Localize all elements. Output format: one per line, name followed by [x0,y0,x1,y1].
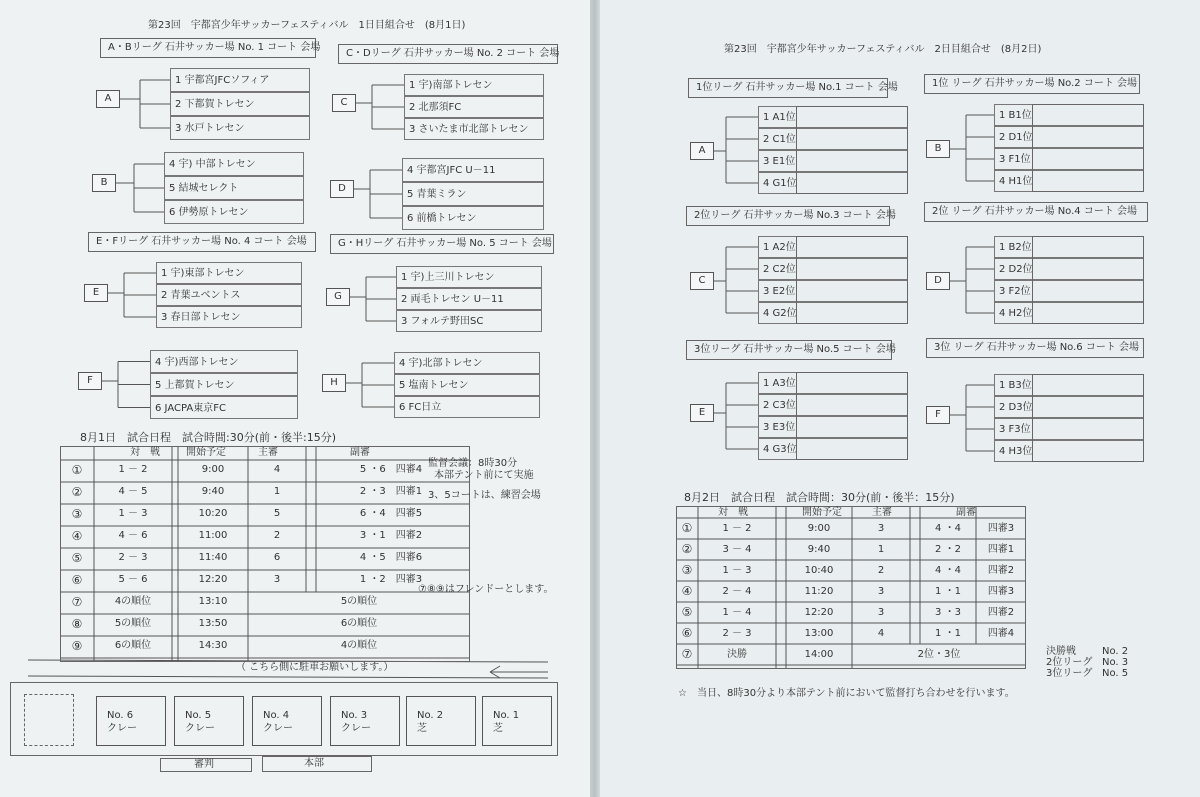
day1-row-3-ref: 5 [273,508,281,519]
team-slot-d2-C-4: 4 G2位 [758,302,908,324]
team-slot-d2-D-4: 4 H2位 [994,302,1144,324]
group-label-D: D [330,180,354,198]
day2-row-4-ref: 3 [877,586,885,597]
venue-d2-label-6: 3位 リーグ 石井サッカー場 No.6 コート 会場 [934,342,1140,353]
day2-row-2-start: 9:40 [807,544,831,555]
team-slot-d2-F-4: 4 H3位 [994,440,1144,462]
team-slot-d1-C-3: 3 さいたま市北部トレセン [404,118,544,140]
team-slot-d2-E-3: 3 E3位 [758,416,908,438]
venue-ab-label: A・Bリーグ 石井サッカー場 No. 1 コート 会場 [108,42,321,53]
team-slot-d1-G-3: 3 フォルテ野田SC [396,310,542,332]
team-slot-d1-E-3: 3 春日部トレセン [156,306,302,328]
parking-note: （ こちら側に駐車お願いします。） [236,662,394,673]
team-slot-d1-H-2: 5 塩南トレセン [394,374,540,396]
team-slot-d2-F-1: 1 B3位 [994,374,1144,396]
group-label-D: D [926,272,950,290]
day1-row-1-no: ① [71,463,83,477]
day1-row-4-ref: 2 [273,530,281,541]
team-slot-d2-B-4: 4 H1位 [994,170,1144,192]
day1-row-7-match: 4の順位 [114,596,152,607]
court-surface: クレー [263,723,293,734]
result-area-B [1032,104,1144,192]
day2-row-5-asst: 3 ・3 [935,607,961,618]
court-4 [330,696,400,746]
day1-row-5-asst: 4 ・5 四審6 [359,552,423,563]
day2-header-match: 対 戦 [718,507,748,518]
day1-row-4-match: 4 － 6 [118,530,148,541]
day1-row-9-no: ⑨ [71,639,83,653]
team-slot-d1-D-2: 5 青葉ミラン [402,182,544,206]
team-slot-d1-A-1: 1 宇都宮JFCソフィア [170,68,310,92]
day1-row-1-match: 1 － 2 [118,464,148,475]
court-2 [174,696,244,746]
day1-row-2-match: 4 － 5 [118,486,148,497]
day2-row-3-asst: 4 ・4 [935,565,961,576]
day1-row-2-ref: 1 [273,486,281,497]
day2-row-4-fourth: 四審3 [987,586,1015,597]
court-number: No. 5 [185,710,212,721]
day1-row-6-no: ⑥ [71,573,83,587]
group-label-B: B [92,174,116,192]
court-number: No. 4 [263,710,290,721]
finals-court-1: No. 2 [1102,646,1129,657]
day1-header-asst: 副審 [350,447,370,458]
day2-row-2-match: 3 － 4 [722,544,752,555]
day1-row-7-no: ⑦ [71,595,83,609]
day1-row-8-match: 5の順位 [114,618,152,629]
team-slot-d2-A-3: 3 E1位 [758,150,908,172]
result-area-A [796,106,908,194]
day1-row-8-no: ⑧ [71,617,83,631]
day2-row-3-no: ③ [681,563,693,577]
venue-gh-label: G・Hリーグ 石井サッカー場 No. 5 コート 会場 [338,238,552,249]
team-slot-d2-A-4: 4 G1位 [758,172,908,194]
day2-row-6-match: 2 － 3 [722,628,752,639]
day2-row-3-fourth: 四審2 [987,565,1015,576]
team-slot-d2-A-2: 2 C1位 [758,128,908,150]
team-slot-d1-A-2: 2 下都賀トレセン [170,92,310,116]
day1-row-9-match: 6の順位 [114,640,152,651]
finals-label-2: 2位リーグ [1046,657,1093,668]
arrow-head [490,666,500,672]
day1-schedule-title: 8月1日 試合日程 試合時間:30分(前・後半:15分) [80,431,336,444]
day2-footnote: ☆ 当日、8時30分より本部テント前において監督打ち合わせを行います。 [678,688,1015,699]
court-number: No. 2 [417,710,444,721]
day1-row-4-asst: 3 ・1 四審2 [359,530,423,541]
venue-d2-label-2: 1位 リーグ 石井サッカー場 No.2 コート 会場 [932,78,1138,89]
team-slot-d1-B-3: 6 伊勢原トレセン [164,200,304,224]
group-label-F: F [78,372,102,390]
team-slot-d2-B-2: 2 D1位 [994,126,1144,148]
extra-court [24,694,74,746]
day2-row-1-fourth: 四審3 [987,523,1015,534]
day1-row-3-asst: 6 ・4 四審5 [359,508,423,519]
day2-row-3-match: 1 － 3 [722,565,752,576]
team-slot-d1-G-2: 2 両毛トレセン U－11 [396,288,542,310]
page-fold [590,0,600,797]
day2-row-3-start: 10:40 [804,565,834,576]
court-surface: クレー [107,723,137,734]
day1-row-8-rank: 6の順位 [340,618,378,629]
result-area-E [796,372,908,460]
group-label-B: B [926,140,950,158]
finals-label-1: 決勝戦 [1046,646,1076,657]
venue-d2-label-4: 2位 リーグ 石井サッカー場 No.4 コート 会場 [932,206,1138,217]
result-area-D [1032,236,1144,324]
team-slot-d1-G-1: 1 宇)上三川トレセン [396,266,542,288]
venue-cd-label: C・Dリーグ 石井サッカー場 No. 2 コート 会場 [346,48,560,59]
court-5 [406,696,476,746]
day2-header-ref: 主審 [872,507,892,518]
team-slot-d1-D-1: 4 宇都宮JFC U－11 [402,158,544,182]
team-slot-d2-B-3: 3 F1位 [994,148,1144,170]
result-area-F [1032,374,1144,462]
court-surface: クレー [185,723,215,734]
team-slot-d1-E-2: 2 青葉ユベントス [156,284,302,306]
hq-label: 本部 [304,758,324,769]
group-label-F: F [926,406,950,424]
day1-row-5-no: ⑤ [71,551,83,565]
day1-title: 第23回 宇都宮少年サッカーフェスティバル 1日目組合せ (8月1日) [148,20,466,31]
team-slot-d1-C-1: 1 宇)南部トレセン [404,74,544,96]
day2-row-2-fourth: 四審1 [987,544,1015,555]
group-label-G: G [326,288,350,306]
group-label-A: A [96,90,120,108]
result-area-C [796,236,908,324]
day2-row-7-no: ⑦ [681,647,693,661]
venue-d2-label-1: 1位リーグ 石井サッカー場 No.1 コート 会場 [696,82,898,93]
group-label-A: A [690,142,714,160]
group-label-H: H [322,374,346,392]
day2-row-1-start: 9:00 [807,523,831,534]
day1-row-5-ref: 6 [273,552,281,563]
road-line [28,676,548,678]
day2-sheet [600,0,1200,797]
day2-row-5-start: 12:20 [804,607,834,618]
group-label-C: C [690,272,714,290]
court-number: No. 6 [107,710,134,721]
day1-note-1: 監督会議：8時30分 [428,458,518,469]
day1-row-7-rank: 5の順位 [340,596,378,607]
team-slot-d2-F-3: 3 F3位 [994,418,1144,440]
day1-header-start: 開始予定 [186,447,226,458]
court-surface: 芝 [417,723,427,734]
day1-row-4-no: ④ [71,529,83,543]
team-slot-d1-H-3: 6 FC日立 [394,396,540,418]
day1-note-3: 3、5コートは、練習会場 [428,490,541,501]
day1-row-6-match: 5 － 6 [118,574,148,585]
team-slot-d2-C-1: 1 A2位 [758,236,908,258]
day2-row-7-rank: 2位・3位 [917,649,961,660]
court-surface: クレー [341,723,371,734]
team-slot-d2-A-1: 1 A1位 [758,106,908,128]
day2-row-2-no: ② [681,542,693,556]
team-slot-d2-B-1: 1 B1位 [994,104,1144,126]
day2-row-2-asst: 2 ・2 [935,544,961,555]
day2-row-6-fourth: 四審4 [987,628,1015,639]
day2-header-asst: 副審 [956,507,976,518]
day2-row-4-start: 11:20 [804,586,834,597]
day1-row-3-start: 10:20 [198,508,228,519]
team-slot-d1-A-3: 3 水戸トレセン [170,116,310,140]
team-slot-d1-B-1: 4 宇) 中部トレセン [164,152,304,176]
day1-row-2-asst: 2 ・3 四審1 [359,486,423,497]
day2-row-1-ref: 3 [877,523,885,534]
team-slot-d1-D-3: 6 前橋トレセン [402,206,544,230]
day2-row-6-asst: 1 ・1 [935,628,961,639]
venue-ef-label: E・Fリーグ 石井サッカー場 No. 4 コート 会場 [96,236,307,247]
day1-header-match: 対 戦 [130,447,160,458]
day2-row-4-asst: 1 ・1 [935,586,961,597]
group-label-E: E [84,284,108,302]
team-slot-d1-F-1: 4 宇)西部トレセン [150,350,298,373]
day1-row-3-match: 1 － 3 [118,508,148,519]
day2-title: 第23回 宇都宮少年サッカーフェスティバル 2日目組合せ (8月2日) [724,44,1042,55]
court-1 [96,696,166,746]
arrow-head [490,672,500,678]
day2-row-5-fourth: 四審2 [987,607,1015,618]
referee-label: 審判 [194,759,214,770]
day1-row-1-asst: 5 ・6 四審4 [359,464,423,475]
court-number: No. 1 [493,710,520,721]
day2-row-6-start: 13:00 [804,628,834,639]
day1-sheet [0,0,590,797]
team-slot-d2-E-4: 4 G3位 [758,438,908,460]
day2-row-1-no: ① [681,521,693,535]
day2-row-6-ref: 4 [877,628,885,639]
day2-row-1-match: 1 － 2 [722,523,752,534]
day1-row-7-start: 13:10 [198,596,228,607]
day2-header-start: 開始予定 [802,507,842,518]
day1-row-9-rank: 4の順位 [340,640,378,651]
team-slot-d1-B-2: 5 結城セレクト [164,176,304,200]
group-label-E: E [690,404,714,422]
day1-row-9-start: 14:30 [198,640,228,651]
day1-row-3-no: ③ [71,507,83,521]
day1-row-6-ref: 3 [273,574,281,585]
day2-row-4-no: ④ [681,584,693,598]
team-slot-d2-F-2: 2 D3位 [994,396,1144,418]
day2-row-1-asst: 4 ・4 [935,523,961,534]
finals-label-3: 3位リーグ [1046,668,1093,679]
team-slot-d1-H-1: 4 宇)北部トレセン [394,352,540,374]
team-slot-d2-E-1: 1 A3位 [758,372,908,394]
day1-note-2: 本部テント前にて実施 [434,470,534,481]
day1-row-5-match: 2 － 3 [118,552,148,563]
day2-row-2-ref: 1 [877,544,885,555]
team-slot-d2-C-2: 2 C2位 [758,258,908,280]
team-slot-d1-E-1: 1 宇)東部トレセン [156,262,302,284]
day2-row-5-match: 1 － 4 [722,607,752,618]
day1-row-1-ref: 4 [273,464,281,475]
group-label-C: C [332,94,356,112]
day1-row-8-start: 13:50 [198,618,228,629]
day2-row-4-match: 2 － 4 [722,586,752,597]
day1-row-4-start: 11:00 [198,530,228,541]
day1-header-ref: 主審 [258,447,278,458]
day2-row-6-no: ⑥ [681,626,693,640]
day2-row-5-no: ⑤ [681,605,693,619]
team-slot-d2-D-1: 1 B2位 [994,236,1144,258]
day2-row-5-ref: 3 [877,607,885,618]
day1-friendly-note: ⑦⑧⑨はフレンドーとします。 [418,584,554,595]
day1-row-2-no: ② [71,485,83,499]
team-slot-d1-F-2: 5 上都賀トレセン [150,373,298,396]
court-3 [252,696,322,746]
day2-row-3-ref: 2 [877,565,885,576]
team-slot-d2-D-3: 3 F2位 [994,280,1144,302]
day2-schedule-title: 8月2日 試合日程 試合時間：30分(前・後半：15分) [684,491,955,504]
court-number: No. 3 [341,710,368,721]
team-slot-d1-F-3: 6 JACPA東京FC [150,396,298,419]
court-surface: 芝 [493,723,503,734]
day1-row-5-start: 11:40 [198,552,228,563]
team-slot-d2-E-2: 2 C3位 [758,394,908,416]
day2-row-7-match: 決勝 [727,649,747,660]
day1-row-6-asst: 1 ・2 四審3 [359,574,423,585]
team-slot-d2-C-3: 3 E2位 [758,280,908,302]
day2-row-7-start: 14:00 [804,649,834,660]
court-6 [482,696,552,746]
day1-row-2-start: 9:40 [201,486,225,497]
team-slot-d1-C-2: 2 北那須FC [404,96,544,118]
venue-d2-label-5: 3位リーグ 石井サッカー場 No.5 コート 会場 [694,344,896,355]
day1-row-6-start: 12:20 [198,574,228,585]
team-slot-d2-D-2: 2 D2位 [994,258,1144,280]
finals-court-3: No. 5 [1102,668,1129,679]
venue-d2-label-3: 2位リーグ 石井サッカー場 No.3 コート 会場 [694,210,896,221]
day1-row-1-start: 9:00 [201,464,225,475]
finals-court-2: No. 3 [1102,657,1129,668]
